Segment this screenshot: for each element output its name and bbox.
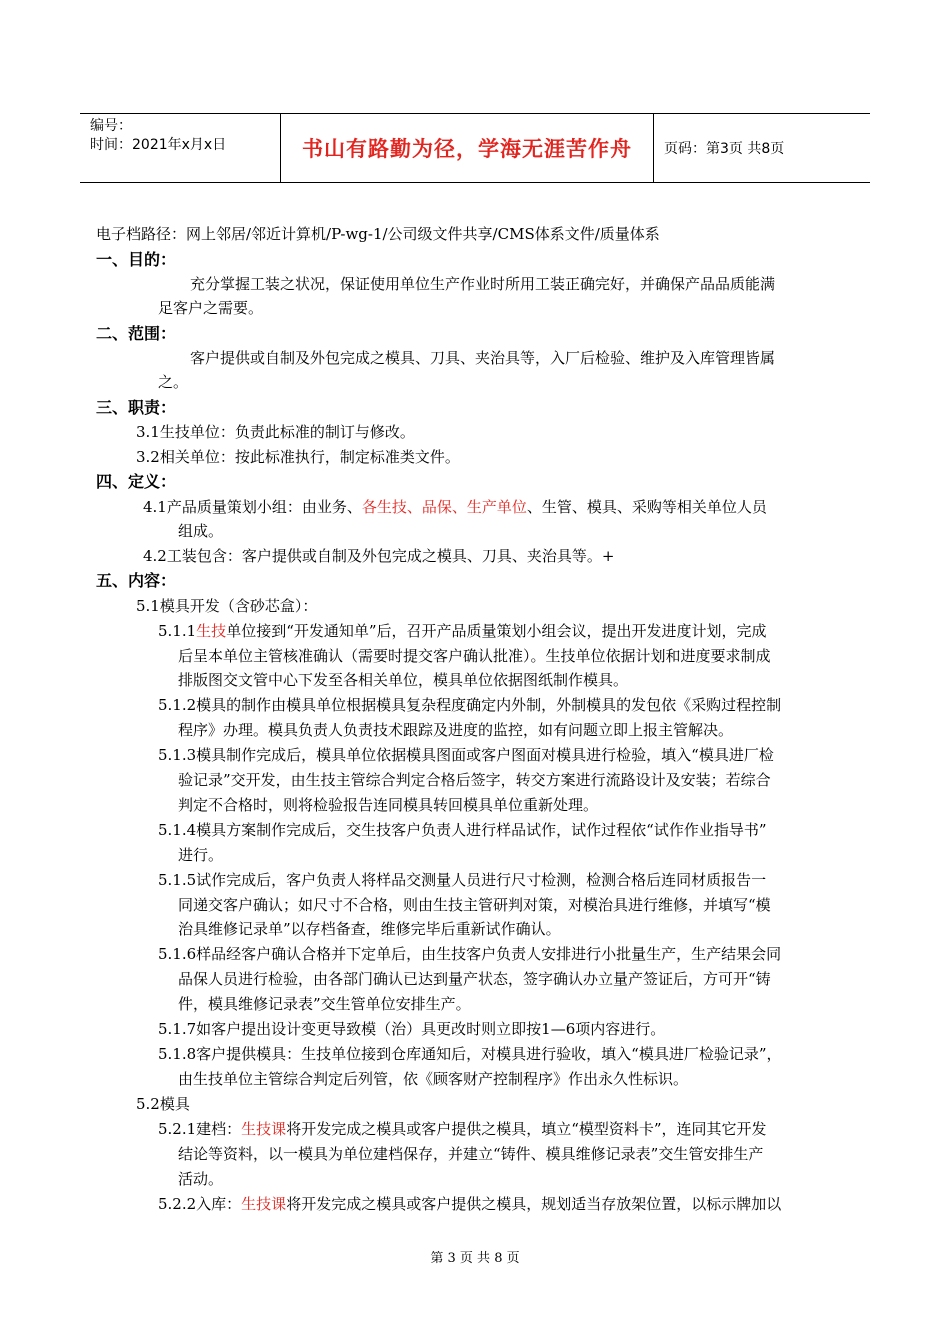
paragraph-line: 3.2相关单位：按此标准执行，制定标准类文件。 [136,448,460,466]
paragraph-line: 结论等资料，以一模具为单位建档保存，并建立“铸件、模具维修记录表”交生管安排生产 [178,1145,764,1163]
paragraph-line: 由生技单位主管综合判定后列管，依《顾客财产控制程序》作出永久性标识。 [178,1070,689,1088]
paragraph-line: 足客户之需要。 [158,299,264,317]
section-heading-duties: 三、职责： [96,398,177,417]
paragraph-line: 5.1.2模具的制作由模具单位根据模具复杂程度确定内外制，外制模具的发包依《采购过程控制 [158,696,782,714]
paragraph-line: 组成。 [178,522,224,540]
paragraph-line: 4.2工装包含：客户提供或自制及外包完成之模具、刀具、夹治具等。+ [143,547,615,565]
paragraph-line: 5.1.4模具方案制作完成后，交生技客户负责人进行样品试作，试作过程依“试作作业指导书” [158,821,767,839]
header-page-count: 页码：第3页 共8页 [664,141,785,157]
paragraph-line: 后呈本单位主管核准确认（需要时提交客户确认批准）。生技单位依据计划和进度要求制成 [178,647,771,665]
header-meta [80,114,281,182]
paragraph-line: 同递交客户确认；如尺寸不合格，则由生技主管研判对策，对模治具进行维修，并填写“模 [178,896,771,914]
paragraph-line: 5.1.8客户提供模具：生技单位接到仓库通知后，对模具进行验收，填入“模具进厂检验记录”， [158,1045,782,1063]
paragraph-line: 活动。 [178,1170,224,1188]
paragraph-line: 5.1.6样品经客户确认合格并下定单后，由生技客户负责人安排进行小批量生产，生产结果会同 [158,945,782,963]
paragraph-line: 程序》办理。模具负责人负责技术跟踪及进度的监控，如有问题立即上报主管解决。 [178,721,734,739]
paragraph-line: 件，模具维修记录表”交生管单位安排生产。 [178,995,471,1013]
paragraph-line: 客户提供或自制及外包完成之模具、刀具、夹治具等，入厂后检验、维护及入库管理皆属 [190,349,776,367]
paragraph-line: 品保人员进行检验，由各部门确认已达到量产状态，签字确认办立量产签证后，方可开“铸 [178,970,771,988]
paragraph-line: 5.1.5试作完成后，客户负责人将样品交测量人员进行尺寸检测，检测合格后连同材质报告一 [158,871,767,889]
header-table [80,113,870,183]
paragraph-line: 验记录”交开发，由生技主管综合判定合格后签字，转交方案进行流路设计及安装；若综合 [178,771,771,789]
paragraph-line: 3.1生技单位：负责此标准的制订与修改。 [136,423,415,441]
paragraph-line: 排版图交文管中心下发至各相关单位，模具单位依据图纸制作模具。 [178,671,629,689]
section-heading-purpose: 一、目的： [96,250,177,269]
paragraph-line: 充分掌握工装之状况，保证使用单位生产作业时所用工装正确完好，并确保产品品质能满 [190,275,776,293]
section-heading-scope: 二、范围： [96,324,177,343]
paragraph-line: 5.2.1建档：生技课将开发完成之模具或客户提供之模具，填立“模型资料卡”，连同其它开发 [158,1120,767,1138]
header-motto: 书山有路勤为径，学海无涯苦作舟 [281,114,654,182]
doc-number: 编号： [90,118,132,134]
paragraph-line: 治具维修记录单”以存档备查，维修完毕后重新试作确认。 [178,920,561,938]
paragraph-line: 5.1.1生技单位接到“开发通知单”后，召开产品质量策划小组会议，提出开发进度计划，完成 [158,622,767,640]
paragraph-line: 之。 [158,373,189,391]
paragraph-line: 5.1模具开发（含砂芯盒）： [136,597,318,615]
paragraph-line: 5.2模具 [136,1095,190,1113]
paragraph-line: 5.2.2入库：生技课将开发完成之模具或客户提供之模具，规划适当存放架位置，以标示牌加以 [158,1195,782,1213]
paragraph-line: 进行。 [178,846,224,864]
page-footer: 第 3 页 共 8 页 [430,1251,520,1266]
section-heading-definitions: 四、定义： [96,472,177,491]
paragraph-line: 判定不合格时，则将检验报告连同模具转回模具单位重新处理。 [178,796,599,814]
file-path: 电子档路径：网上邻居/邻近计算机/P-wg-1/公司级文件共享/CMS体系文件/质量体系 [96,225,660,243]
paragraph-line: 5.1.3模具制作完成后，模具单位依据模具图面或客户图面对模具进行检验，填入“模具进厂检 [158,746,774,764]
paragraph-line: 5.1.7如客户提出设计变更导致模（治）具更改时则立即按1—6项内容进行。 [158,1020,666,1038]
section-heading-content: 五、内容： [96,571,177,590]
doc-date: 时间：2021年x月x日 [90,137,227,153]
paragraph-line: 4.1产品质量策划小组：由业务、各生技、品保、生产单位、生管、模具、采购等相关单位人员 [143,498,767,516]
